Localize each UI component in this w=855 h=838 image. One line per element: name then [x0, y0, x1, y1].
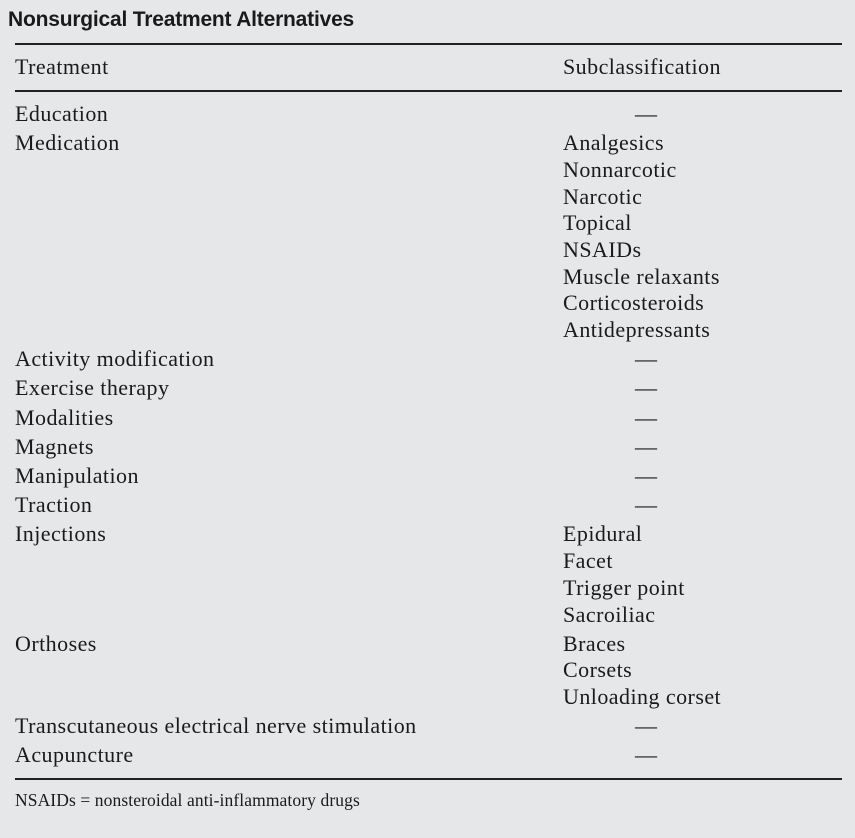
- table-row: [15, 375, 842, 402]
- treatment-cell: Manipulation: [15, 463, 139, 489]
- treatment-cell: Orthoses: [15, 630, 97, 656]
- subclassification-item: Braces: [563, 630, 626, 656]
- subclassification-cell: [563, 631, 721, 711]
- table-row: [15, 346, 842, 373]
- none-dash: —: [635, 713, 658, 739]
- table-row: [15, 631, 842, 711]
- subclassification-item: Topical: [563, 210, 632, 236]
- none-dash: —: [635, 463, 658, 489]
- none-dash: —: [635, 742, 658, 768]
- table-title: Nonsurgical Treatment Alternatives: [8, 8, 355, 31]
- subclassification-item: Narcotic: [563, 183, 643, 209]
- top-rule: [15, 43, 842, 45]
- subclassification-item: Muscle relaxants: [563, 263, 720, 289]
- subclassification-cell: [635, 713, 657, 740]
- subclassification-item: Sacroiliac: [563, 601, 656, 627]
- table-row: [15, 405, 842, 432]
- none-dash: —: [635, 375, 658, 401]
- table-row: [15, 521, 842, 628]
- table-row: [15, 101, 842, 128]
- treatment-cell: Medication: [15, 130, 120, 156]
- subclassification-item: Unloading corset: [563, 684, 722, 710]
- none-dash: —: [635, 101, 658, 126]
- subclassification-cell: [635, 492, 657, 519]
- subclassification-cell: [563, 130, 720, 344]
- treatment-cell: Acupuncture: [15, 742, 134, 768]
- subclassification-cell: [563, 521, 685, 628]
- table-row: [15, 492, 842, 519]
- subclassification-item: Corsets: [563, 657, 633, 683]
- header-rule: [15, 90, 842, 92]
- none-dash: —: [635, 404, 658, 430]
- subclassification-cell: [635, 434, 657, 461]
- table-row: [15, 130, 842, 344]
- table-row: [15, 463, 842, 490]
- table-body: [15, 101, 842, 772]
- subclassification-cell: [635, 405, 657, 432]
- table-row: [15, 434, 842, 461]
- none-dash: —: [635, 433, 658, 459]
- treatment-cell: Education: [15, 101, 109, 126]
- treatment-cell: Injections: [15, 521, 107, 547]
- subclassification-cell: [635, 463, 657, 490]
- subclassification-cell: [635, 375, 657, 402]
- subclassification-item: Trigger point: [563, 574, 685, 600]
- subclassification-item: Antidepressants: [563, 317, 711, 343]
- treatment-cell: Modalities: [15, 404, 114, 430]
- none-dash: —: [635, 492, 658, 518]
- footnote: NSAIDs = nonsteroidal anti-inflammatory drugs: [15, 790, 360, 810]
- column-header-treatment: Treatment: [15, 54, 109, 79]
- treatment-cell: Exercise therapy: [15, 375, 170, 401]
- treatment-cell: Transcutaneous electrical nerve stimulation: [15, 713, 417, 739]
- subclassification-item: Corticosteroids: [563, 290, 705, 316]
- treatment-cell: Activity modification: [15, 346, 215, 372]
- subclassification-item: Facet: [563, 548, 613, 574]
- table-row: [15, 742, 842, 769]
- subclassification-cell: [635, 346, 657, 373]
- subclassification-cell: [635, 742, 657, 769]
- subclassification-cell: [635, 101, 657, 128]
- subclassification-item: NSAIDs: [563, 237, 642, 262]
- subclassification-item: Epidural: [563, 521, 643, 547]
- treatment-cell: Magnets: [15, 433, 94, 459]
- bottom-rule: [15, 778, 842, 780]
- none-dash: —: [635, 346, 658, 372]
- treatment-cell: Traction: [15, 492, 93, 518]
- table-row: [15, 713, 842, 740]
- subclassification-item: Analgesics: [563, 130, 665, 156]
- subclassification-item: Nonnarcotic: [563, 156, 677, 182]
- column-header-subclassification: Subclassification: [563, 54, 721, 79]
